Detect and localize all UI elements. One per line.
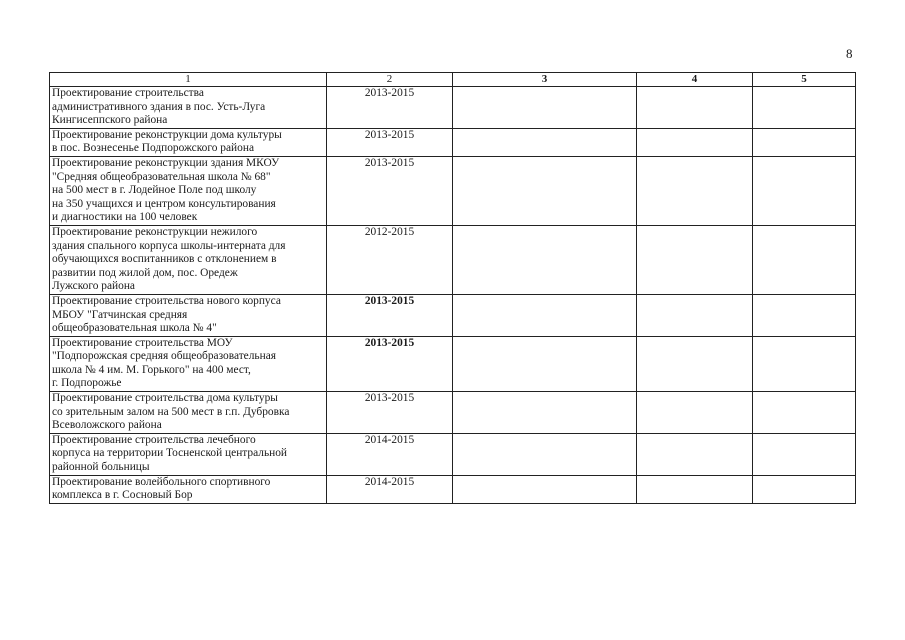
page-number: 8 — [846, 46, 853, 61]
project-name-line: Кингисеппского района — [52, 114, 168, 127]
empty-cell-col-3 — [453, 225, 637, 294]
project-name-line: районной больницы — [52, 461, 150, 474]
table-row — [50, 128, 856, 156]
project-name-line: Проектирование строительства лечебного — [52, 433, 256, 446]
table-row — [50, 475, 856, 503]
empty-cell-col-4 — [637, 156, 753, 225]
project-name-line: Лужского района — [52, 280, 135, 293]
empty-cell-col-4 — [637, 392, 753, 434]
empty-cell-col-4 — [637, 225, 753, 294]
project-name-line: административного здания в пос. Усть-Луга — [52, 100, 266, 113]
header-col-4: 4 — [637, 73, 753, 87]
table-row — [50, 156, 856, 225]
empty-cell-col-3 — [453, 336, 637, 391]
project-period-cell: 2013-2015 — [327, 156, 453, 225]
table-row — [50, 336, 856, 391]
project-name-line: "Подпорожская средняя общеобразовательная — [52, 350, 277, 363]
empty-cell-col-3 — [453, 433, 637, 475]
project-name-cell — [50, 128, 327, 156]
table-header — [50, 73, 856, 87]
table-row — [50, 87, 856, 129]
header-col-3: 3 — [453, 73, 637, 87]
table-row — [50, 392, 856, 434]
project-name-line: комплекса в г. Сосновый Бор — [52, 489, 193, 502]
empty-cell-col-4 — [637, 87, 753, 129]
empty-cell-col-4 — [637, 294, 753, 336]
empty-cell-col-5 — [753, 336, 856, 391]
project-name-line: школа № 4 им. М. Горького" на 400 мест, — [52, 363, 251, 376]
project-name-line: здания спального корпуса школы-интерната для — [52, 239, 286, 252]
table-row — [50, 294, 856, 336]
project-period-cell: 2012-2015 — [327, 225, 453, 294]
project-name-line: Всеволожского района — [52, 419, 162, 432]
project-period-cell: 2013-2015 — [327, 128, 453, 156]
table-row — [50, 433, 856, 475]
project-name-line: "Средняя общеобразовательная школа № 68" — [52, 170, 271, 183]
empty-cell-col-3 — [453, 294, 637, 336]
empty-cell-col-3 — [453, 392, 637, 434]
project-period-cell: 2014-2015 — [327, 433, 453, 475]
empty-cell-col-3 — [453, 128, 637, 156]
project-name-cell — [50, 392, 327, 434]
empty-cell-col-5 — [753, 392, 856, 434]
project-name-line: на 500 мест в г. Лодейное Поле под школу — [52, 184, 257, 197]
header-col-5: 5 — [753, 73, 856, 87]
project-period-cell: 2013-2015 — [327, 87, 453, 129]
project-name-line: Проектирование реконструкции дома культуры — [52, 128, 282, 141]
empty-cell-col-5 — [753, 156, 856, 225]
project-name-line: Проектирование строительства — [52, 87, 204, 99]
project-name-cell — [50, 294, 327, 336]
empty-cell-col-5 — [753, 225, 856, 294]
project-name-cell — [50, 87, 327, 129]
project-name-line: Проектирование волейбольного спортивного — [52, 475, 271, 488]
header-row — [50, 73, 856, 87]
project-period-cell: 2014-2015 — [327, 475, 453, 503]
table-body — [50, 87, 856, 504]
empty-cell-col-4 — [637, 336, 753, 391]
project-name-line: развитии под жилой дом, пос. Оредеж — [52, 266, 238, 279]
project-name-line: в пос. Вознесенье Подпорожского района — [52, 142, 255, 155]
project-name-line: Проектирование строительства дома культуры — [52, 392, 278, 405]
project-name-line: Проектирование строительства нового корпуса — [52, 294, 281, 307]
empty-cell-col-3 — [453, 475, 637, 503]
project-name-line: Проектирование реконструкции здания МКОУ — [52, 156, 280, 169]
empty-cell-col-5 — [753, 433, 856, 475]
project-name-line: Проектирование реконструкции нежилого — [52, 225, 258, 238]
project-name-line: общеобразовательная школа № 4" — [52, 322, 217, 335]
empty-cell-col-5 — [753, 87, 856, 129]
projects-table — [49, 72, 856, 504]
project-period-cell: 2013-2015 — [327, 336, 453, 391]
project-name-line: обучающихся воспитанников с отклонением в — [52, 253, 277, 266]
project-name-line: на 350 учащихся и центром консультирования — [52, 197, 276, 210]
empty-cell-col-4 — [637, 128, 753, 156]
empty-cell-col-5 — [753, 128, 856, 156]
empty-cell-col-4 — [637, 433, 753, 475]
empty-cell-col-5 — [753, 475, 856, 503]
empty-cell-col-3 — [453, 156, 637, 225]
project-name-cell — [50, 225, 327, 294]
project-name-line: корпуса на территории Тосненской центральной — [52, 447, 288, 460]
project-name-cell — [50, 433, 327, 475]
project-name-line: и диагностики на 100 человек — [52, 211, 198, 224]
empty-cell-col-4 — [637, 475, 753, 503]
project-period-cell: 2013-2015 — [327, 392, 453, 434]
header-col-1: 1 — [50, 73, 327, 87]
project-period-cell: 2013-2015 — [327, 294, 453, 336]
project-name-line: Проектирование строительства МОУ — [52, 336, 233, 349]
project-name-cell — [50, 475, 327, 503]
empty-cell-col-5 — [753, 294, 856, 336]
project-name-cell — [50, 156, 327, 225]
project-name-cell — [50, 336, 327, 391]
project-name-line: со зрительным залом на 500 мест в г.п. Дубровка — [52, 405, 290, 418]
empty-cell-col-3 — [453, 87, 637, 129]
header-col-2: 2 — [327, 73, 453, 87]
table-row — [50, 225, 856, 294]
project-name-line: МБОУ "Гатчинская средняя — [52, 308, 188, 321]
project-name-line: г. Подпорожье — [52, 377, 122, 390]
